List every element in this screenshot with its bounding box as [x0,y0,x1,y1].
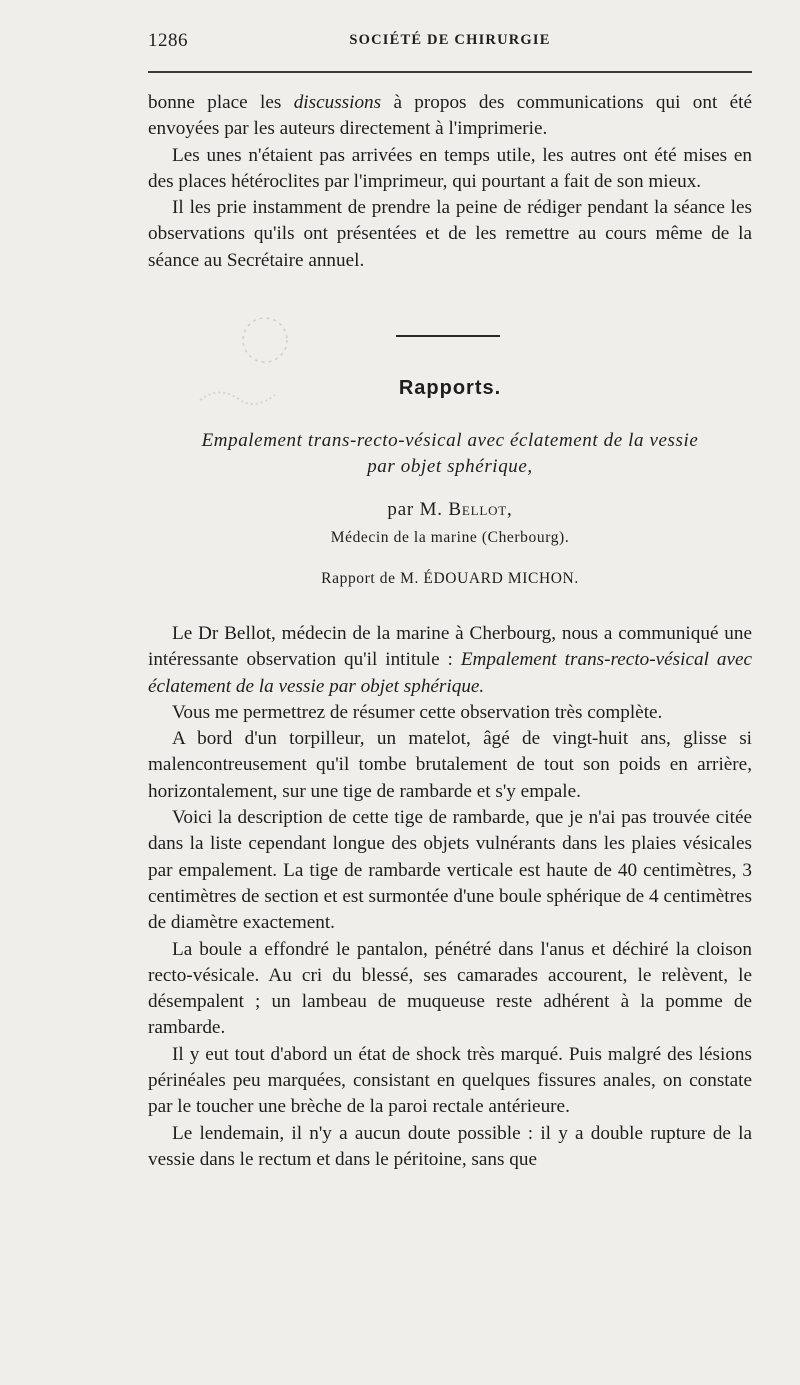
body-paragraph-5: La boule a effondré le pantalon, pénétré dans l'anus et déchiré la cloison recto-vésicale. Au cri du blessé, ses camarades accourent, le relèvent, le désempalent ; un lambeau de muqueuse reste adhérent à la pomme de rambarde. [148,938,752,1039]
library-stamp-mark [190,300,300,430]
body-paragraph-6: Il y eut tout d'abord un état de shock très marqué. Puis malgré des lésions périnéales peu marquées, consistant en quelques fissures anales, on constate par le toucher une brèche de la paroi rectale antérieure. [148,1043,752,1118]
author-prefix: par M. [387,499,443,520]
body-paragraph-1 [148,621,752,700]
section-title: Rapports. [398,377,502,399]
report-title [148,428,752,480]
report-author [148,499,752,521]
body-paragraph-4: Voici la description de cette tige de rambarde, que je n'ai pas trouvée citée dans la liste cependant longue des objets vulnérants dans les plaies vésicales par empalement. La tige de rambarde verticale est haute de 40 centimètres, 3 centimètres de section et est surmontée d'une boule sphérique de 4 centimètres de diamètre exactement. [148,807,752,934]
report-title-line-2: par objet sphérique, [367,456,533,477]
body-paragraph-2: Vous me permettrez de résumer cette observation très complète. [172,701,663,723]
intro-paragraph-1 [148,90,752,143]
intro-p1-b: à propos des communications qui ont été envoyées par les auteurs directement à l'imprimerie. [148,92,752,140]
body-p1-start: Le Dr Bellot, médecin de la marine à Cherbourg, nous a communiqué une intéressante observation qu'il intitule : [148,623,752,671]
body-paragraph-3: A bord d'un torpilleur, un matelot, âgé de vingt-huit ans, glisse si malencontreusement qu'il tombe brutalement de tout son poids en arrière, horizontalement, sur une tige de rambarde et s'y empale. [148,728,752,802]
report-title-line-1: Empalement trans-recto-vésical avec éclatement de la vessie [201,430,699,451]
intro-paragraph-2: Les unes n'étaient pas arrivées en temps utile, les autres ont été mises en des places hétéroclites par l'imprimeur, qui pourtant a fait de son mieux. [148,144,752,192]
author-name: Bellot, [448,499,513,520]
section-divider [396,335,500,337]
running-head: SOCIÉTÉ DE CHIRURGIE [349,32,551,48]
intro-p1-a: bonne place les [148,92,294,113]
report-reporter: Rapport de M. ÉDOUARD MICHON. [321,570,579,587]
body-p1-italic: Empalement trans-recto-vésical avec éclatement de la vessie par objet sphérique. [148,649,752,697]
report-body [148,621,752,1173]
intro-paragraph-3: Il les prie instamment de prendre la peine de rédiger pendant la séance les observations qu'ils ont présentées et de les remettre au cours même de la séance au Secrétaire annuel. [148,197,752,271]
page-number: 1286 [148,30,188,51]
page-header [148,30,752,54]
body-paragraph-7: Le lendemain, il n'y a aucun doute possible : il y a double rupture de la vessie dans le rectum et dans le péritoine, sans que [148,1122,752,1170]
header-rule [148,71,752,73]
author-affiliation: Médecin de la marine (Cherbourg). [330,529,570,546]
intro-p1-italic: discussions [293,92,382,113]
intro-text [148,90,752,274]
